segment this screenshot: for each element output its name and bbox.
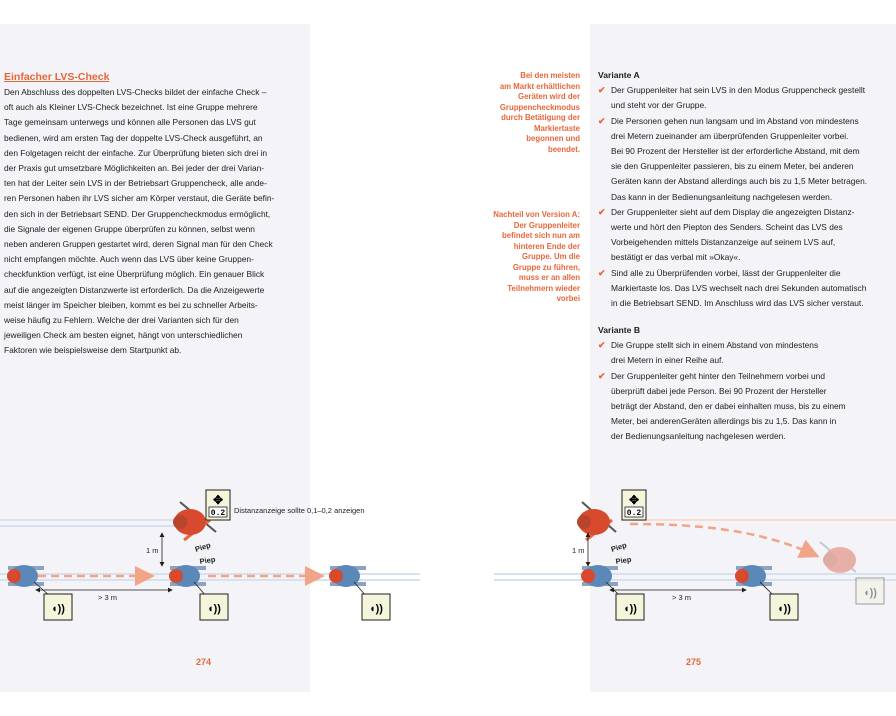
- wave-signal-icon: ◖)): [207, 603, 221, 615]
- transceiver-send: [606, 582, 644, 620]
- wave-signal-icon: ◖)): [51, 603, 65, 615]
- text-line: Faktoren wie beispielsweise dem Startpunkt ab.: [4, 345, 182, 356]
- text-line: bedienen, wird am ersten Tag der doppelte LVS-Check ausgeführt, an: [4, 132, 263, 143]
- checkmark-icon: ✔: [598, 267, 606, 278]
- text-line: ren Personen haben ihr LVS sicher am Körper verstaut, die Geräte befin-: [4, 193, 275, 204]
- distance-caption: Distanzanzeige sollte 0,1–0,2 anzeigen: [234, 506, 365, 515]
- checkmark-icon: ✔: [598, 115, 606, 126]
- figure-left: [0, 490, 420, 620]
- crosshair-icon: ✥: [628, 493, 640, 507]
- piep-label: Piep: [199, 554, 216, 566]
- text-line: den sich in der Betriebsart SEND. Der Gruppencheckmodus ermöglicht,: [4, 208, 271, 219]
- wave-signal-icon: ◖)): [369, 603, 383, 615]
- text-line: ten hat der Leiter sein LVS in der Betriebsart Gruppencheck, alle ande-: [4, 178, 267, 189]
- label-1m: 1 m: [146, 546, 159, 555]
- label-1m: 1 m: [572, 546, 585, 555]
- text-line: Tage gemeinsam unterwegs und können alle Personen das LVS gut: [4, 117, 256, 128]
- variant-b-list: [598, 338, 894, 444]
- transceiver-send: [354, 582, 390, 620]
- crosshair-icon: ✥: [212, 493, 224, 507]
- transceiver-send-faded: [856, 578, 884, 604]
- text-line: meist länger im Speicher bleiben, kommt es bei zu schneller Arbeits-: [4, 299, 258, 310]
- page-number-right: 275: [686, 657, 702, 667]
- list-item: ✔ Sind alle zu Überprüfenden vorbei, lässt der Gruppenleiter die Markiertaste los. Das LVS wechselt nach drei Sekunden automatisch in die Betriebsart SEND. Im Anschluss wird das LVS sicher verstaut.: [598, 267, 867, 309]
- piep-label: Piep: [193, 540, 212, 554]
- checkmark-icon: ✔: [598, 370, 606, 381]
- text-line: auf die angezeigten Distanzwerte ist erforderlich. Da die Anzeigewerte: [4, 284, 265, 295]
- wave-signal-icon: ◖)): [863, 587, 877, 599]
- label-3m: > 3 m: [672, 593, 691, 602]
- text-line: jeweiligen Check am besten eignet, hängt von unterschiedlichen: [4, 330, 243, 341]
- leader-path-arrow: [630, 524, 815, 555]
- checkmark-icon: ✔: [598, 85, 606, 96]
- group-leader-faded: [820, 542, 856, 573]
- list-item: ✔ Die Gruppe stellt sich in einem Abstand von mindestens drei Metern in einer Reihe auf.: [598, 340, 819, 366]
- piep-label: Piep: [615, 554, 632, 566]
- margin-note-group-mode: Bei den meisten am Markt erhältlichen Geräten wird der Gruppencheckmodus durch Betätigung der Markiertaste begonnen und beendet.: [499, 71, 580, 154]
- label-3m: > 3 m: [98, 593, 117, 602]
- figure-right: [494, 490, 896, 620]
- transceiver-send: [760, 582, 798, 620]
- transceiver-send: [194, 582, 228, 620]
- body-text-left: [4, 85, 304, 359]
- list-item: ✔ Der Gruppenleiter hat sein LVS in den Modus Gruppencheck gestellt und steht vor der Gruppe.: [598, 85, 866, 111]
- checkmark-icon: ✔: [598, 340, 606, 351]
- page-number-left: 274: [196, 657, 212, 667]
- person-skier: [329, 565, 366, 587]
- section-heading: Einfacher LVS-Check: [4, 71, 110, 83]
- text-line: nicht empfangen möchte. Auch wenn das LVS über keine Gruppen-: [4, 254, 254, 265]
- variant-b: [598, 323, 894, 445]
- list-item: ✔ Der Gruppenleiter geht hinter den Teilnehmern vorbei und überprüft dabei jede Person. Bei 90 Prozent der Hersteller beträgt der Abstand, den er dabei einhalten muss, bis zu einem Meter, bei anderenGeräten allerdings bis zu 1,5. Das kann in der Bedienungsanleitung nachgelesen werden.: [598, 370, 846, 442]
- text-line: die Signale der eigenen Gruppe überprüfen zu können, selbst wenn: [4, 223, 255, 234]
- text-line: neben anderen Gruppen gestartet wird, deren Signal man für den Check: [4, 239, 273, 250]
- lvs-device-display: [206, 490, 230, 520]
- wave-signal-icon: ◖)): [623, 603, 637, 615]
- variant-a: [598, 68, 894, 311]
- checkmark-icon: ✔: [598, 206, 606, 217]
- transceiver-send: [34, 582, 72, 620]
- wave-signal-icon: ◖)): [777, 603, 791, 615]
- text-line: weise häufig zu Fehlern. Welche der drei Varianten sich für den: [4, 315, 239, 326]
- list-item: ✔ Die Personen gehen nun langsam und im Abstand von mindestens drei Metern zueinander am überprüfenden Gruppenleiter vorbei. Bei 90 Prozent der Hersteller ist der erforderliche Abstand, mit dem sie den Gruppenleiter passieren, bis zu einem Meter, bei anderen Geräten kann der Abstand allerdings auch bis zu 1,5 Meter betragen. Das kann in der Bedienungsanleitung nachgelesen werden.: [598, 115, 868, 202]
- margin-note-disadvantage: Nachteil von Version A: Der Gruppenleiter befindet sich nun am hinteren Ende der Gruppe. Um die Gruppe zu führen, muss er an allen Teilnehmern wieder vorbei: [493, 210, 580, 303]
- text-line: Den Abschluss des doppelten LVS-Checks bildet der einfache Check –: [4, 87, 267, 97]
- lvs-check-illustration: [0, 480, 896, 640]
- person-skier: [735, 565, 772, 587]
- text-line: oft auch als Kleiner LVS-Check bezeichnet. Ist eine Gruppe mehrere: [4, 102, 258, 113]
- piep-label: Piep: [609, 540, 628, 554]
- group-leader: [577, 502, 616, 540]
- list-item: ✔ Der Gruppenleiter sieht auf dem Display die angezeigten Distanz- werte und hört den Piepton des Senders. Scheint das LVS des Vorbeigehenden mittels Distanzanzeige auf seinem LVS auf, bestätigt er das verbal mit »Okay«.: [598, 206, 855, 263]
- variant-b-title: Variante B: [598, 325, 641, 335]
- variant-a-title: Variante A: [598, 70, 640, 80]
- person-skier: [581, 565, 618, 587]
- distance-readout: 0.2: [626, 509, 642, 518]
- text-line: der Praxis gut umsetzbare Möglichkeiten an. Bei jeder der drei Varian-: [4, 163, 265, 174]
- person-skier: [169, 565, 206, 587]
- text-line: den Folgetagen reicht der einfache. Zur Überprüfung bieten sich drei in: [4, 147, 268, 158]
- distance-readout: 0.2: [210, 509, 226, 518]
- variant-a-list: [598, 83, 894, 311]
- text-line: checkfunktion verfügt, ist eine Überprüfung möglich. Ein genauer Blick: [4, 269, 265, 280]
- lvs-device-display: [622, 490, 646, 520]
